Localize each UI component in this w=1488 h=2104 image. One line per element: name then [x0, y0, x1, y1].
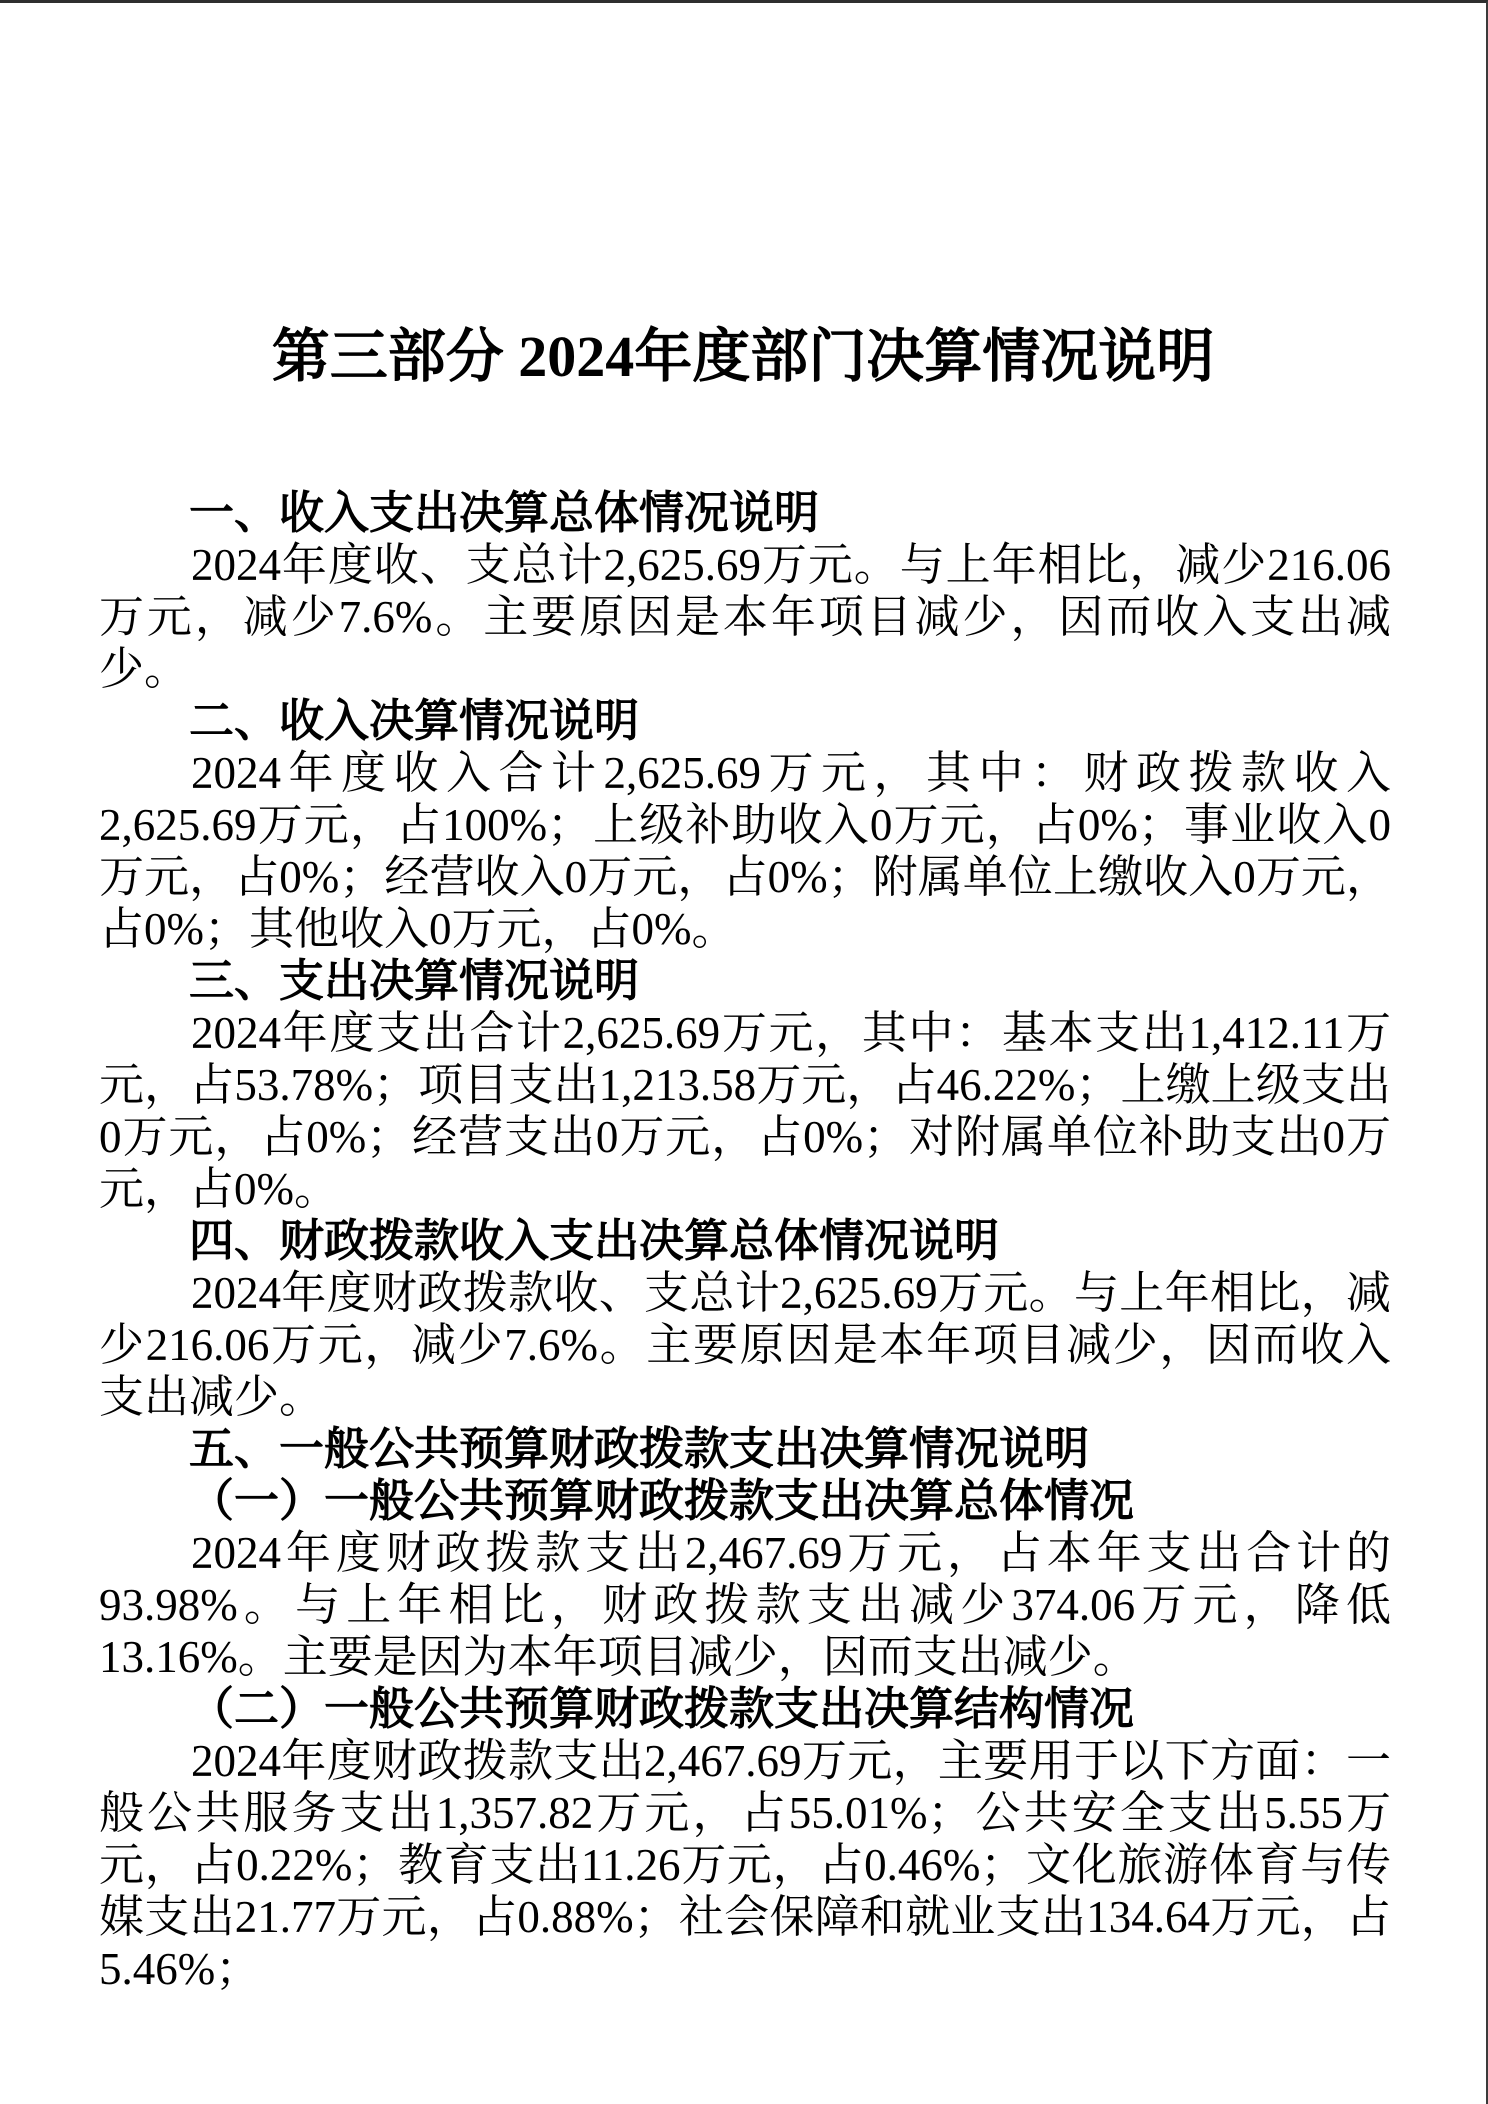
section-heading-income-expense-overview: 一、收入支出决算总体情况说明 — [189, 487, 820, 538]
sub-heading-general-budget-structure: （二）一般公共预算财政拨款支出决算结构情况 — [189, 1683, 1135, 1734]
document-title: 第三部分 2024年度部门决算情况说明 — [271, 324, 1215, 389]
paragraph-general-budget-structure: 2024年度财政拨款支出2,467.69万元，主要用于以下方面：一般公共服务支出1,357.82万元，占55.01%；公共安全支出5.55万元，占0.22%；教育支出11.26万元，占0.46%；文化旅游体育与传媒支出21.77万元，占0.88%；社会保障和就业支出134.64万元，占5.46%； — [99, 1736, 1391, 1994]
sub-heading-general-budget-overall: （一）一般公共预算财政拨款支出决算总体情况 — [189, 1475, 1135, 1526]
section-heading-general-public-budget-expense: 五、一般公共预算财政拨款支出决算情况说明 — [189, 1423, 1090, 1474]
paragraph-fiscal-appropriation-overview: 2024年度财政拨款收、支总计2,625.69万元。与上年相比，减少216.06万元，减少7.6%。主要原因是本年项目减少，因而收入支出减少。 — [99, 1268, 1391, 1422]
section-heading-expense-statement: 三、支出决算情况说明 — [189, 955, 640, 1006]
paragraph-income-expense-overview: 2024年度收、支总计2,625.69万元。与上年相比，减少216.06万元，减少7.6%。主要原因是本年项目减少，因而收入支出减少。 — [99, 540, 1391, 694]
paragraph-expense-statement: 2024年度支出合计2,625.69万元，其中：基本支出1,412.11万元，占53.78%；项目支出1,213.58万元，占46.22%；上缴上级支出0万元，占0%；经营支出0万元，占0%；对附属单位补助支出0万元，占0%。 — [99, 1008, 1391, 1214]
section-heading-income-statement: 二、收入决算情况说明 — [189, 695, 640, 746]
paragraph-income-statement: 2024年度收入合计2,625.69万元，其中：财政拨款收入2,625.69万元，占100%；上级补助收入0万元，占0%；事业收入0万元，占0%；经营收入0万元，占0%；附属单位上缴收入0万元，占0%；其他收入0万元，占0%。 — [99, 748, 1391, 954]
section-heading-fiscal-appropriation-overview: 四、财政拨款收入支出决算总体情况说明 — [189, 1215, 1000, 1266]
paragraph-general-budget-overall: 2024年度财政拨款支出2,467.69万元，占本年支出合计的93.98%。与上年相比，财政拨款支出减少374.06万元，降低13.16%。主要是因为本年项目减少，因而支出减少。 — [99, 1528, 1391, 1682]
document-body — [99, 487, 1391, 1995]
